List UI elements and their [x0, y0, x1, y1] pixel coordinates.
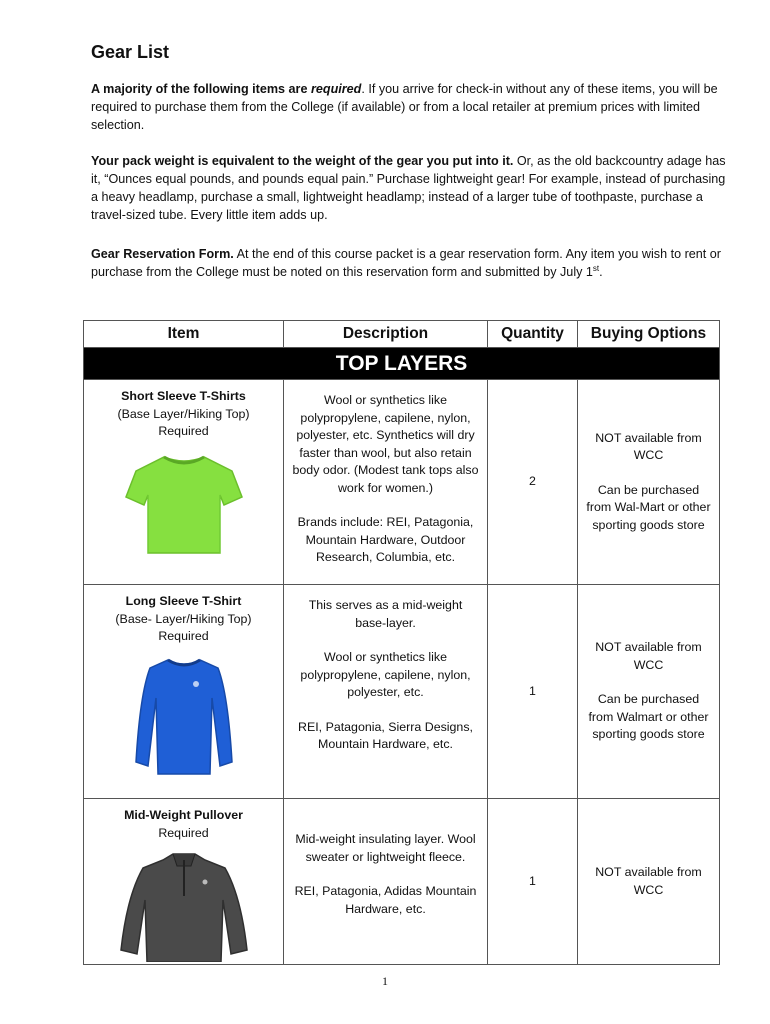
- buying-options-cell: [578, 380, 720, 585]
- header-item: Item: [84, 321, 284, 348]
- long-sleeve-shirt-image: [134, 654, 234, 778]
- item-cell: [84, 799, 284, 965]
- quantity-cell: 1: [488, 585, 578, 799]
- buying-availability: NOT available from WCC: [595, 865, 702, 897]
- item-subtitle: (Base- Layer/Hiking Top): [115, 611, 252, 626]
- header-buying-options: Buying Options: [578, 321, 720, 348]
- buying-alternative: Can be purchased from Walmart or other sporting goods store: [588, 692, 709, 742]
- description-text: This serves as a mid-weight base-layer.: [308, 598, 463, 630]
- item-name: Short Sleeve T-Shirts: [121, 389, 246, 403]
- reservation-sup: st: [592, 263, 600, 273]
- intro-paragraph-reservation: [91, 245, 731, 281]
- buying-options-cell: [578, 585, 720, 799]
- intro-paragraph-pack-weight: [91, 152, 731, 224]
- page-title: Gear List: [91, 42, 170, 62]
- section-row: [84, 348, 720, 380]
- header-quantity: Quantity: [488, 321, 578, 348]
- buying-options-cell: [578, 799, 720, 965]
- description-brands: Brands include: REI, Patagonia, Mountain Hardware, Outdoor Research, Columbia, etc.: [297, 515, 474, 564]
- item-required: Required: [158, 424, 209, 438]
- item-cell: [84, 380, 284, 585]
- description-text: Mid-weight insulating layer. Wool sweater or lightweight fleece.: [295, 832, 476, 864]
- shirt-body: [126, 457, 242, 553]
- description-text: Wool or synthetics like polypropylene, capilene, nylon, polyester, etc. Synthetics will dry faster than wool, but also retain body odor. (Modest tank tops also work for women.): [292, 393, 479, 495]
- section-title: TOP LAYERS: [84, 348, 720, 380]
- intro-paragraph-required: [91, 80, 731, 134]
- reservation-end: .: [599, 265, 603, 279]
- table-row: [84, 380, 720, 585]
- quantity-cell: 2: [488, 380, 578, 585]
- buying-availability: NOT available from WCC: [595, 640, 702, 672]
- pack-weight-text: Or, as the old backcountry adage has it, “Ounces equal pounds, and pounds equal pain.” Purchase lightweight gear! For example, instead of purchasing a heavy headlamp, purchase a small, lightweight headlamp; instead of a larger tube of toothpaste, purchase a travel-sized tube. Every little item adds up.: [91, 154, 726, 222]
- description-materials: Wool or synthetics like polypropylene, capilene, nylon, polyester, etc.: [300, 650, 471, 699]
- item-cell: [84, 585, 284, 799]
- description-brands: REI, Patagonia, Sierra Designs, Mountain Hardware, etc.: [298, 719, 473, 751]
- required-lead: A majority of the following items are: [91, 82, 311, 96]
- header-description: Description: [284, 321, 488, 348]
- pack-weight-lead: Your pack weight is equivalent to the weight of the gear you put into it.: [91, 154, 514, 168]
- gear-table: [83, 320, 720, 965]
- short-sleeve-shirt-image: [124, 449, 244, 559]
- reservation-text: At the end of this course packet is a gear reservation form. Any item you wish to rent or purchase from the College must be noted on this reservation form and submitted by July 1: [91, 247, 721, 279]
- item-required: Required: [158, 629, 209, 643]
- table-header-row: [84, 321, 720, 348]
- logo-icon: [193, 681, 199, 687]
- item-name: Long Sleeve T-Shirt: [125, 594, 242, 608]
- reservation-lead: Gear Reservation Form.: [91, 247, 234, 261]
- item-subtitle: (Base Layer/Hiking Top): [117, 406, 250, 421]
- required-text: . If you arrive for check-in without any of these items, you will be required to purchase them from the College (if available) or from a local retailer at premium prices with limited selection.: [91, 82, 718, 132]
- description-cell: [284, 585, 488, 799]
- shirt-body: [136, 660, 232, 774]
- description-cell: [284, 380, 488, 585]
- description-brands: REI, Patagonia, Adidas Mountain Hardware, etc.: [294, 884, 477, 916]
- pullover-image: [119, 850, 249, 962]
- page-number: 1: [382, 974, 388, 988]
- required-emphasis: required: [310, 82, 362, 96]
- table-row: [84, 585, 720, 799]
- buying-alternative: Can be purchased from Wal-Mart or other sporting goods store: [586, 482, 711, 532]
- logo-icon: [202, 880, 207, 885]
- buying-availability: NOT available from WCC: [595, 430, 702, 463]
- item-name: Mid-Weight Pullover: [124, 808, 243, 822]
- quantity-cell: 1: [488, 799, 578, 965]
- table-row: [84, 799, 720, 965]
- description-cell: [284, 799, 488, 965]
- item-required: Required: [158, 825, 209, 840]
